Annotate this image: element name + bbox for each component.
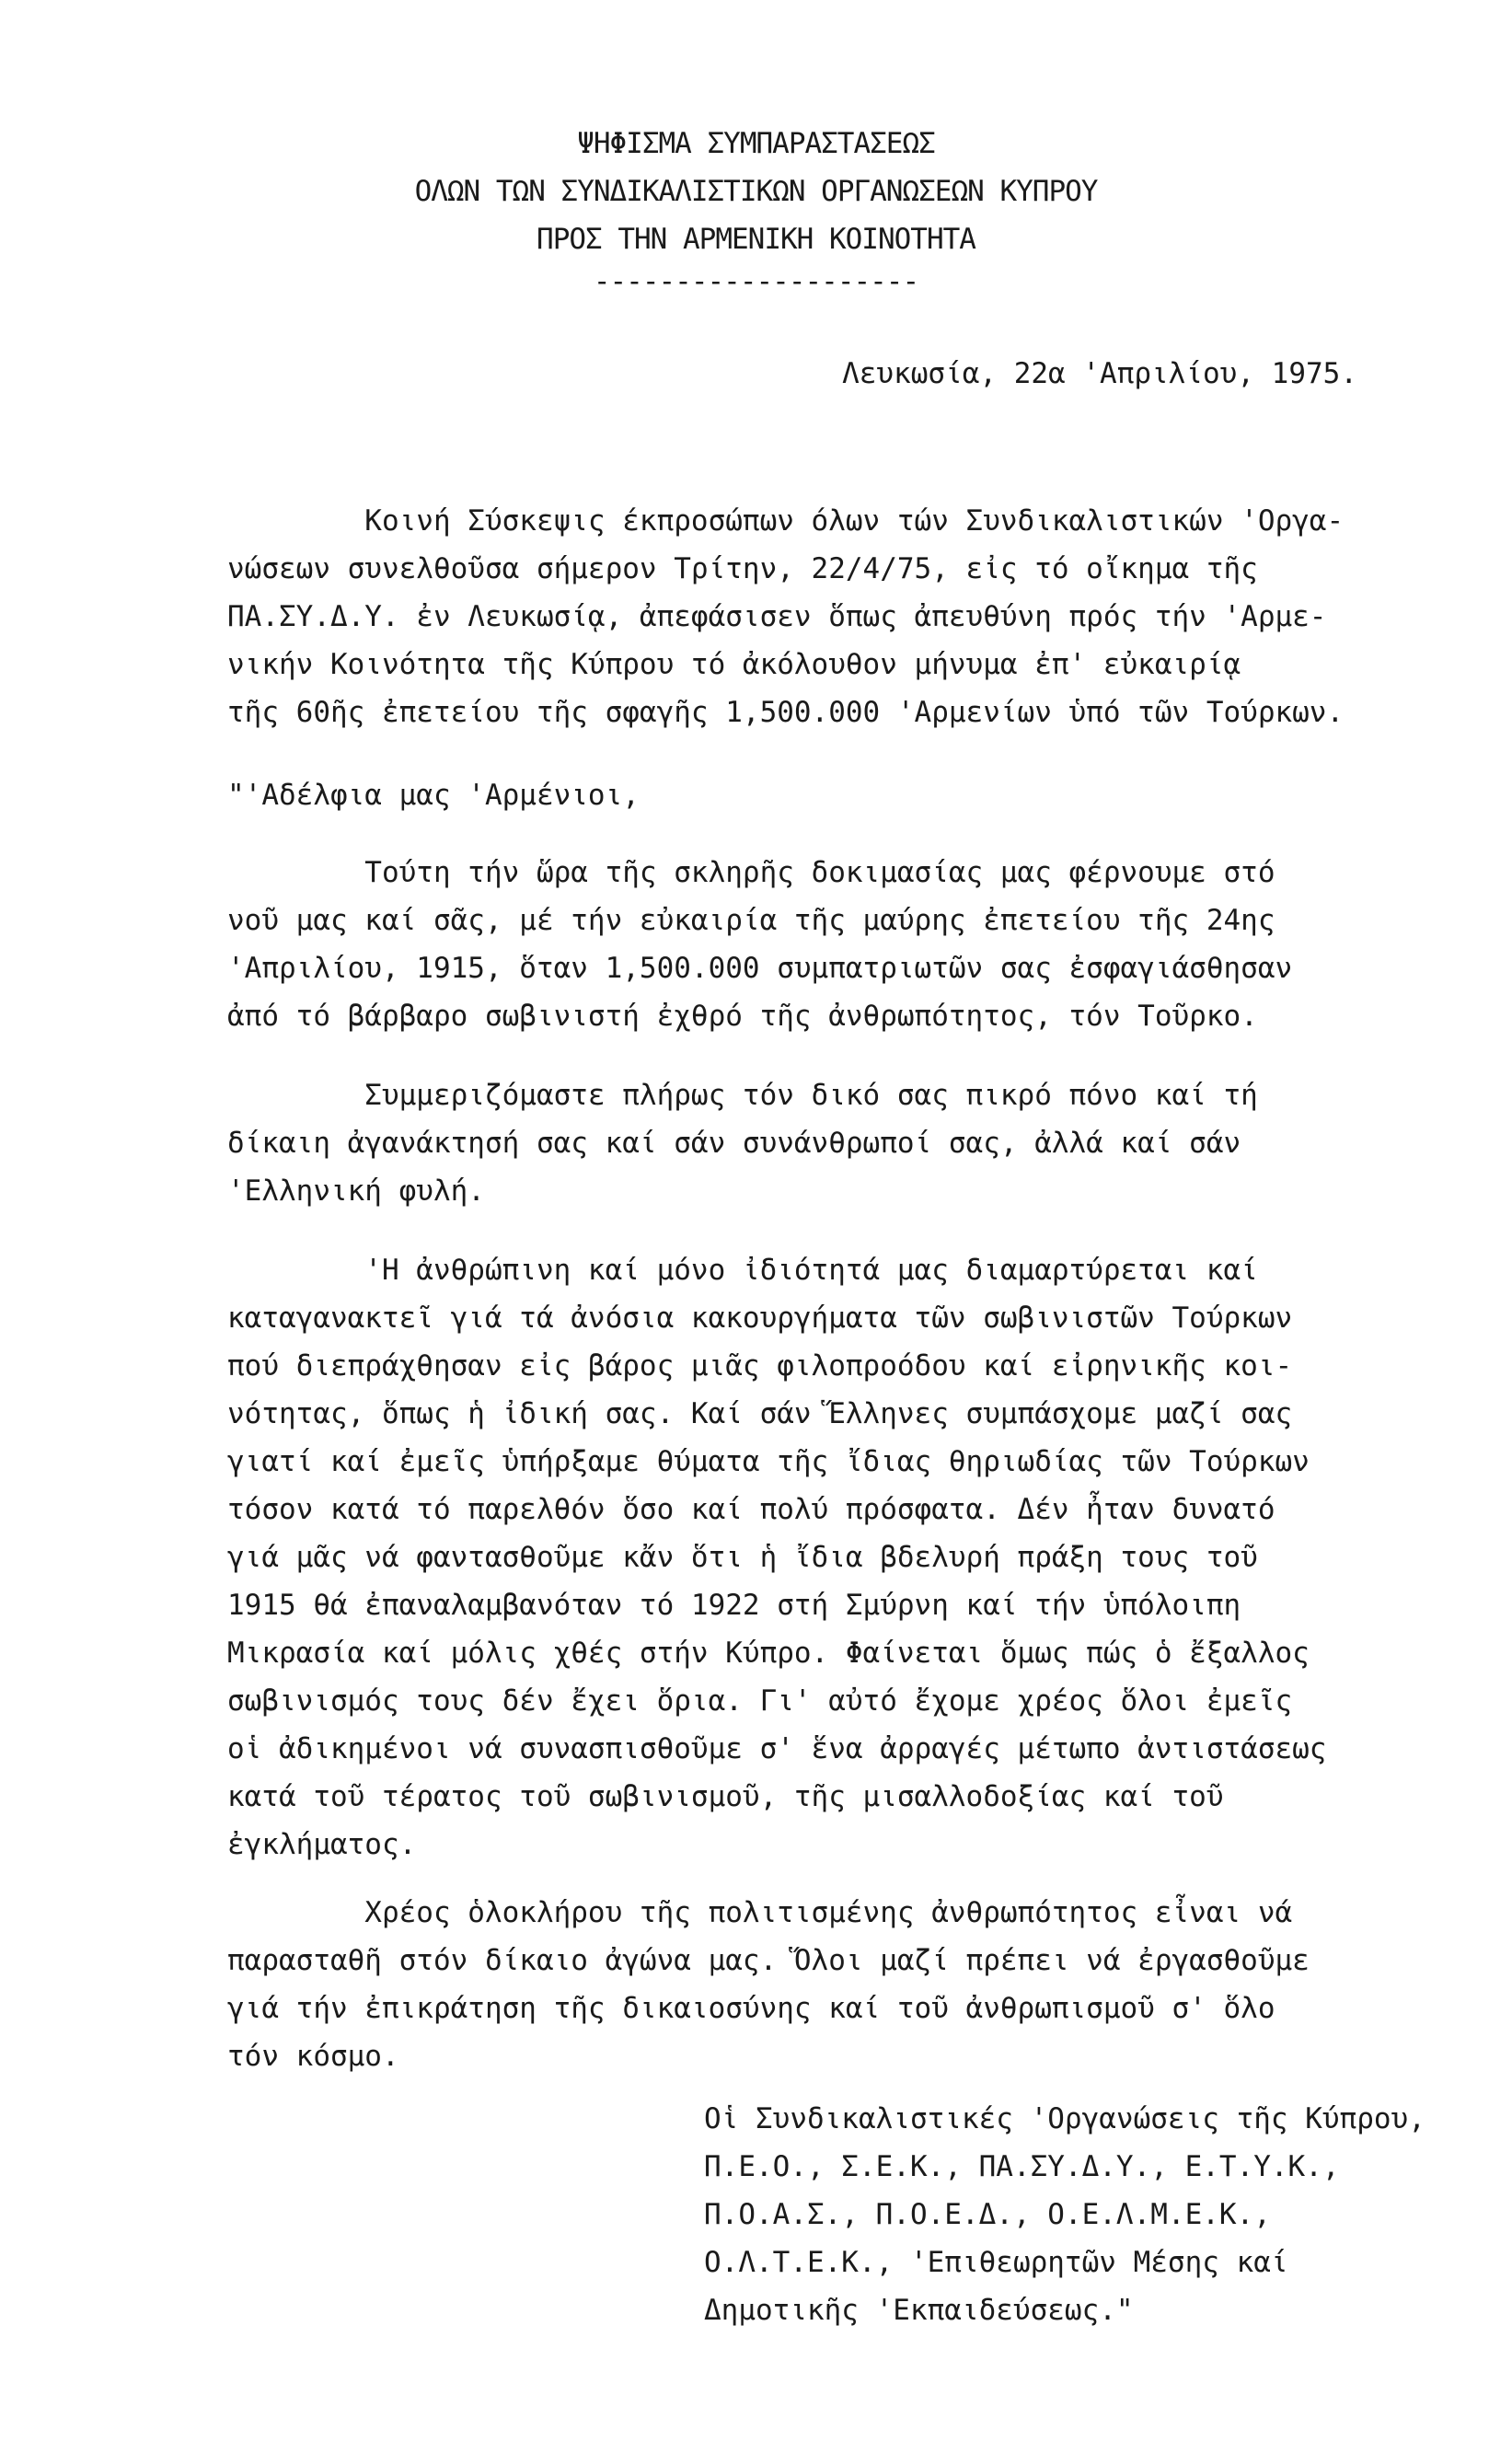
signature-block bbox=[704, 2095, 1425, 2334]
paragraph-4 bbox=[227, 1889, 1442, 2080]
paragraph-line: σωβινισμός τους δέν ἔχει ὅρια. Γι' αὐτό ἔχομε χρέος ὅλοι ἐμεῖς bbox=[227, 1684, 1293, 1718]
paragraph-line: παρασταθῆ στόν δίκαιο ἀγώνα μας. Ὅλοι μαζί πρέπει νά ἐργασθοῦμε bbox=[227, 1944, 1310, 1977]
paragraph-line: καταγανακτεῖ γιά τά ἀνόσια κακουργήματα τῶν σωβινιστῶν Τούρκων bbox=[227, 1302, 1293, 1335]
signature-line: Ο.Λ.Τ.Ε.Κ., 'Επιθεωρητῶν Μέσης καί bbox=[704, 2246, 1288, 2279]
salutation bbox=[227, 771, 1442, 819]
paragraph-line: οἱ ἀδικημένοι νά συνασπισθοῦμε σ' ἕνα ἀρραγές μέτωπο ἀντιστάσεως bbox=[227, 1732, 1327, 1765]
signature-line: Οἱ Συνδικαλιστικές 'Οργανώσεις τῆς Κύπρου, bbox=[704, 2102, 1425, 2135]
heading-line-1: ΨΗΦΙΣΜΑ ΣΥΜΠΑΡΑΣΤΑΣΕΩΣ bbox=[577, 127, 935, 160]
paragraph-line: γιά μᾶς νά φαντασθοῦμε κἄν ὅτι ἡ ἴδια βδελυρή πράξη τους τοῦ bbox=[227, 1541, 1258, 1574]
paragraph-line: 'Ελληνική φυλή. bbox=[227, 1174, 485, 1208]
paragraph-line: ἐγκλήματος. bbox=[227, 1828, 417, 1861]
paragraph-line: γιατί καί ἐμεῖς ὑπήρξαμε θύματα τῆς ἴδιας θηριωδίας τῶν Τούρκων bbox=[227, 1445, 1310, 1478]
paragraph-line: κατά τοῦ τέρατος τοῦ σωβινισμοῦ, τῆς μισαλλοδοξίας καί τοῦ bbox=[227, 1780, 1224, 1813]
intro-line: τῆς 60ῆς ἐπετείου τῆς σφαγῆς 1,500.000 'Αρμενίων ὑπό τῶν Τούρκων. bbox=[227, 696, 1345, 729]
paragraph-line: δίκαιη ἀγανάκτησή σας καί σάν συνάνθρωποί σας, ἀλλά καί σάν bbox=[227, 1127, 1241, 1160]
paragraph-line: Συμμεριζόμαστε πλήρως τόν δικό σας πικρό πόνο καί τή bbox=[227, 1079, 1258, 1112]
signature-line: Δημοτικῆς 'Εκπαιδεύσεως." bbox=[704, 2294, 1134, 2327]
paragraph-line: 'Η ἀνθρώπινη καί μόνο ἰδιότητά μας διαμαρτύρεται καί bbox=[227, 1254, 1258, 1287]
salutation-line: "'Αδέλφια μας 'Αρμένιοι, bbox=[227, 779, 640, 812]
paragraph-line: Χρέος ὁλοκλήρου τῆς πολιτισμένης ἀνθρωπότητος εἶναι νά bbox=[227, 1896, 1293, 1929]
paragraph-line: 1915 θά ἐπαναλαμβανόταν τό 1922 στή Σμύρνη καί τήν ὑπόλοιπη bbox=[227, 1589, 1241, 1622]
heading-line-2: ΟΛΩΝ ΤΩΝ ΣΥΝΔΙΚΑΛΙΣΤΙΚΩΝ ΟΡΓΑΝΩΣΕΩΝ ΚΥΠΡΟΥ bbox=[414, 175, 1098, 208]
heading-line-3: ΠΡΟΣ ΤΗΝ ΑΡΜΕΝΙΚΗ ΚΟΙΝΟΤΗΤΑ bbox=[537, 223, 975, 256]
paragraph-line: γιά τήν ἐπικράτηση τῆς δικαιοσύνης καί τοῦ ἀνθρωπισμοῦ σ' ὅλο bbox=[227, 1992, 1275, 2025]
heading-underline: -------------------- bbox=[593, 265, 919, 298]
paragraph-line: νότητας, ὅπως ἡ ἰδική σας. Καί σάν Ἕλληνες συμπάσχομε μαζί σας bbox=[227, 1397, 1293, 1430]
paragraph-2 bbox=[227, 1071, 1442, 1215]
paragraph-line: Μικρασία καί μόλις χθές στήν Κύπρο. Φαίνεται ὅμως πώς ὁ ἔξαλλος bbox=[227, 1637, 1310, 1670]
intro-line: ΠΑ.ΣΥ.Δ.Υ. ἐν Λευκωσίᾳ, ἀπεφάσισεν ὅπως ἀπευθύνη πρός τήν 'Αρμε- bbox=[227, 600, 1327, 633]
paragraph-line: νοῦ μας καί σᾶς, μέ τήν εὐκαιρία τῆς μαύρης ἐπετείου τῆς 24ης bbox=[227, 904, 1275, 937]
signature-line: Π.Ο.Α.Σ., Π.Ο.Ε.Δ., Ο.Ε.Λ.Μ.Ε.Κ., bbox=[704, 2198, 1271, 2231]
paragraph-line: ἀπό τό βάρβαρο σωβινιστή ἐχθρό τῆς ἀνθρωπότητος, τόν Τοῦρκο. bbox=[227, 1000, 1258, 1033]
paragraph-line: 'Απριλίου, 1915, ὅταν 1,500.000 συμπατριωτῶν σας ἐσφαγιάσθησαν bbox=[227, 952, 1293, 985]
intro-paragraph bbox=[227, 497, 1442, 736]
paragraph-line: τόν κόσμο. bbox=[227, 2040, 399, 2073]
paragraph-line: πού διεπράχθησαν εἰς βάρος μιᾶς φιλοπροόδου καί εἰρηνικῆς κοι- bbox=[227, 1349, 1293, 1383]
signature-line: Π.Ε.Ο., Σ.Ε.Κ., ΠΑ.ΣΥ.Δ.Υ., Ε.Τ.Υ.Κ., bbox=[704, 2150, 1340, 2183]
paragraph-3 bbox=[227, 1246, 1442, 1869]
paragraph-line: Τούτη τήν ὥρα τῆς σκληρῆς δοκιμασίας μας φέρνουμε στό bbox=[227, 856, 1275, 889]
document-date: Λευκωσία, 22α 'Απριλίου, 1975. bbox=[842, 357, 1357, 390]
intro-line: Κοινή Σύσκεψις έκπροσώπων όλων τών Συνδικαλιστικών 'Οργα- bbox=[227, 504, 1345, 538]
intro-line: νικήν Κοινότητα τῆς Κύπρου τό ἀκόλουθον μήνυμα ἐπ' εὐκαιρίᾳ bbox=[227, 648, 1241, 681]
intro-line: νώσεων συνελθοῦσα σήμερον Τρίτην, 22/4/75, εἰς τό οἴκημα τῆς bbox=[227, 552, 1258, 585]
paragraph-1 bbox=[227, 849, 1442, 1040]
paragraph-line: τόσον κατά τό παρελθόν ὅσο καί πολύ πρόσφατα. Δέν ἦταν δυνατό bbox=[227, 1493, 1275, 1526]
